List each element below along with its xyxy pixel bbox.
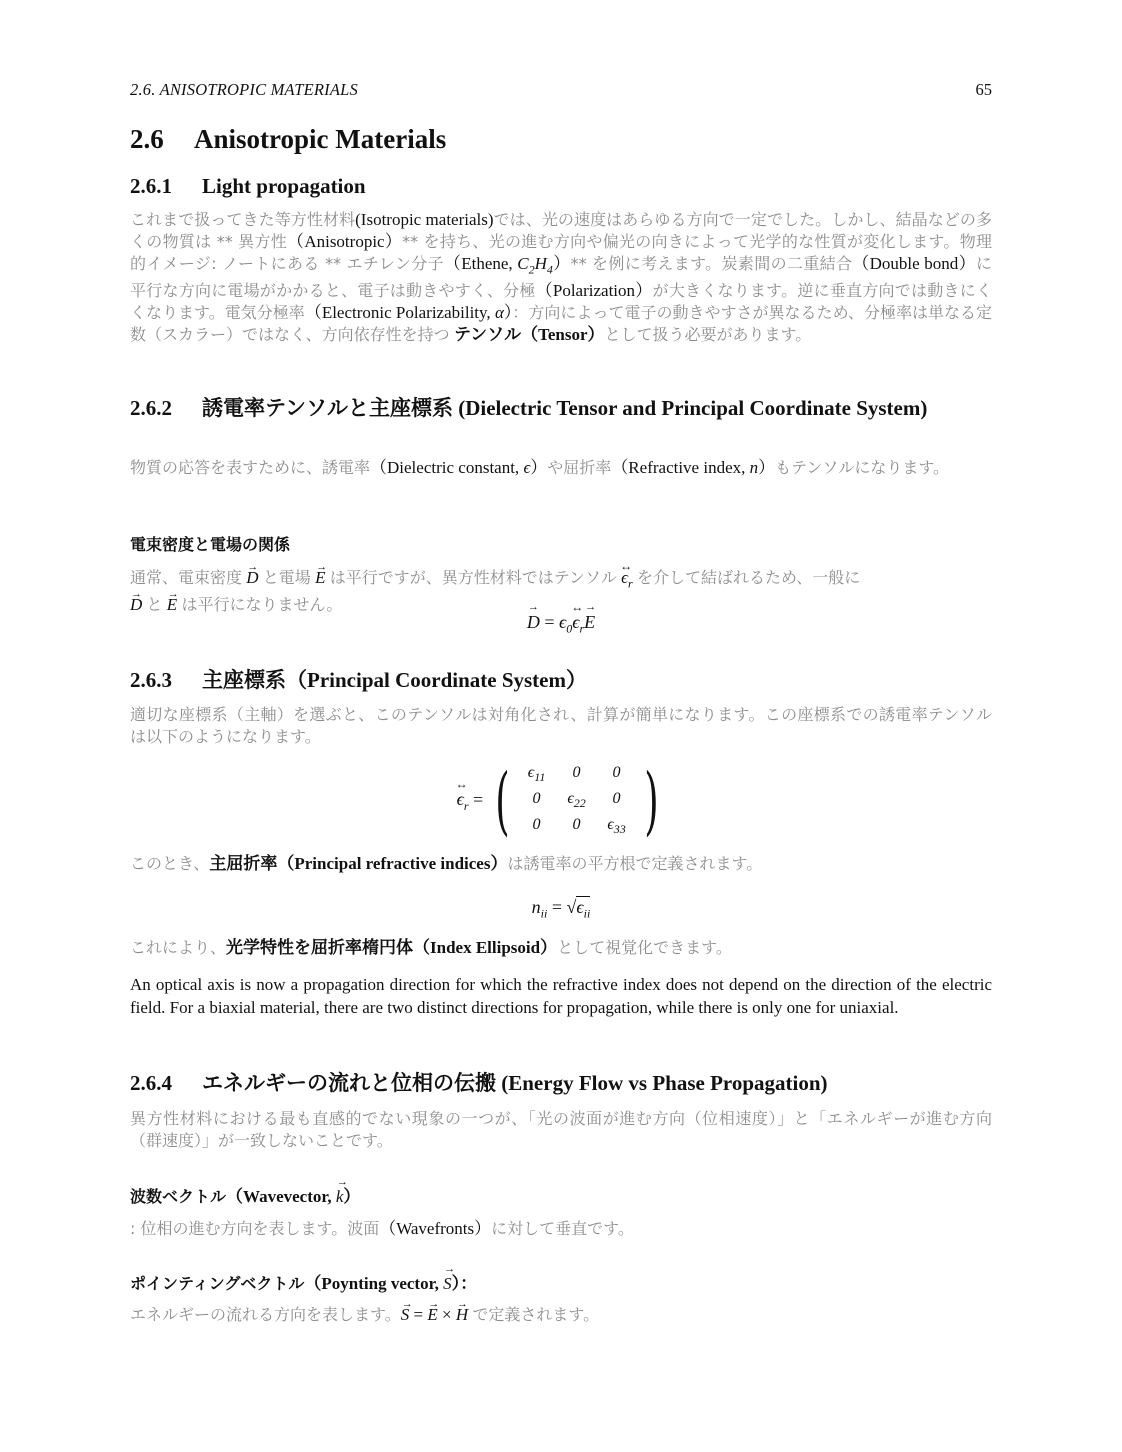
subsection-number: 2.6.2 bbox=[130, 396, 172, 420]
subsection-number: 2.6.1 bbox=[130, 174, 172, 198]
paragraph-dielectric: 物質の応答を表すために、誘電率（Dielectric constant, ϵ）や屈折率（Refractive index, n）もテンソルになります。 bbox=[130, 458, 950, 477]
subsection-heading-2-6-3 bbox=[130, 668, 992, 693]
paragraph-wavevector: : 位相の進む方向を表します。波面（Wavefronts）に対して垂直です。 bbox=[130, 1219, 634, 1238]
matrix-grid bbox=[517, 762, 637, 841]
subsection-title: 主座標系（Principal Coordinate System） bbox=[202, 668, 587, 692]
equation-matrix: ↔ $\epsilon_r$ = ( $\epsilon_{11}$ 0 0 0 $\epsilon_{22}$ 0 0 0 $\epsilon_{33}$ ) bbox=[130, 762, 992, 836]
paragraph-flux-density: 通常、電束密度 → D と電場 → E は平行ですが、異方性材料ではテンソル ↔ $\epsilon_r$ を介して結ばれるため、一般に → D と → E は平行になりません。 bbox=[130, 567, 992, 616]
running-head-title: 2.6. ANISOTROPIC MATERIALS bbox=[130, 80, 358, 99]
subsection-title: 誘電率テンソルと主座標系 (Dielectric Tensor and Principal Coordinate System) bbox=[202, 396, 928, 420]
paragraph-light-propagation: これまで扱ってきた等方性材料(Isotropic materials)では、光の速度はあらゆる方向で一定でした。しかし、結晶などの多くの物質は ** 異方性（Anisotropic）** を持ち、光の進む方向や偏光の向きによって光学的な性質が変化します。物理的イメージ: ノートにある ** エチレン分子（Ethene, $C_2H_4)**$ を例に考えます。炭素間の二重結合（Double bond）に平行な方向に電場がかかると、電子は動きやすく、分極（Polarization）が大きくなります。逆に垂直方向では動きにくくなります。電気分極率（Electronic Polarizability, α）：方向によって電子の動きやすさが異なるため、分極率は単なる定数（スカラー）ではなく、方向依存性を持つ テンソル（Tensor）として扱う必要があります。 bbox=[130, 210, 992, 346]
page-number: 65 bbox=[975, 80, 992, 99]
section-title: Anisotropic Materials bbox=[194, 124, 447, 154]
equation-refractive-index: $n_{ii} = √\epsilon_{ii}$ bbox=[531, 897, 591, 921]
running-head bbox=[130, 80, 992, 100]
diagonal-matrix: ( $\epsilon_{11}$ 0 0 0 $\epsilon_{22}$ 0 0 0 $\epsilon_{33}$ ) bbox=[494, 758, 659, 845]
matrix-cell: 0 bbox=[572, 764, 581, 781]
paragraph-index-ellipsoid: これにより、光学特性を屈折率楕円体（Index Ellipsoid）として視覚化できます。 bbox=[130, 938, 732, 958]
subsection-heading-2-6-4 bbox=[130, 1071, 992, 1096]
subsection-number: 2.6.4 bbox=[130, 1071, 172, 1095]
paragraph-refractive-indices: このとき、主屈折率（Principal refractive indices）は誘電率の平方根で定義されます。 bbox=[130, 854, 763, 874]
paragraph-energy-flow: 異方性材料における最も直感的でない現象の一つが、「光の波面が進む方向（位相速度）」と「エネルギーが進む方向（群速度）」が一致しないことです。 bbox=[130, 1109, 992, 1150]
paragraph-heading-wavevector: 波数ベクトル（Wavevector, → k） bbox=[130, 1182, 992, 1207]
paragraph-heading-poynting: ポインティングベクトル（Poynting vector, → S）： bbox=[130, 1269, 992, 1294]
paragraph-principal: 適切な座標系（主軸）を選ぶと、このテンソルは対角化され、計算が簡単になります。この座標系での誘電率テンソルは以下のようになります。 bbox=[130, 705, 992, 746]
subsection-title: Light propagation bbox=[202, 174, 366, 198]
section-heading bbox=[130, 124, 992, 155]
matrix-cell: 0 bbox=[612, 764, 621, 781]
subsection-title: エネルギーの流れと位相の伝搬 (Energy Flow vs Phase Propagation) bbox=[202, 1071, 828, 1095]
matrix-cell: $\epsilon_{22}$ bbox=[567, 790, 586, 811]
subsection-heading-2-6-2 bbox=[130, 396, 992, 421]
subsection-number: 2.6.3 bbox=[130, 668, 172, 692]
equation-d-field: → $D = \epsilon_0\leftrightarrow$ $\epsilon_r\to E$ bbox=[130, 612, 992, 637]
paragraph-poynting: エネルギーの流れる方向を表します。→ S = → E × → H で定義されます。 bbox=[130, 1304, 992, 1326]
matrix-cell: 0 bbox=[572, 816, 581, 834]
subsection-heading-2-6-1 bbox=[130, 174, 992, 199]
matrix-cell: 0 bbox=[532, 816, 541, 834]
matrix-cell: 0 bbox=[532, 790, 541, 808]
section-number: 2.6 bbox=[130, 124, 164, 154]
matrix-cell: $\epsilon_{33}$ bbox=[607, 816, 626, 837]
matrix-cell: 0 bbox=[612, 790, 621, 808]
sqrt-radicand: $\epsilon_{ii}$ bbox=[576, 897, 591, 921]
paragraph-optical-axis: An optical axis is now a propagation direction for which the refractive index does not depend on the direction of the electric field. For a biaxial material, there are two distinct directions for propagation, while there is only one for uniaxial. bbox=[130, 975, 992, 1017]
paragraph-heading-flux-density: 電束密度と電場の関係 bbox=[130, 535, 291, 554]
matrix-cell: $\epsilon_{11}$ bbox=[527, 764, 546, 785]
